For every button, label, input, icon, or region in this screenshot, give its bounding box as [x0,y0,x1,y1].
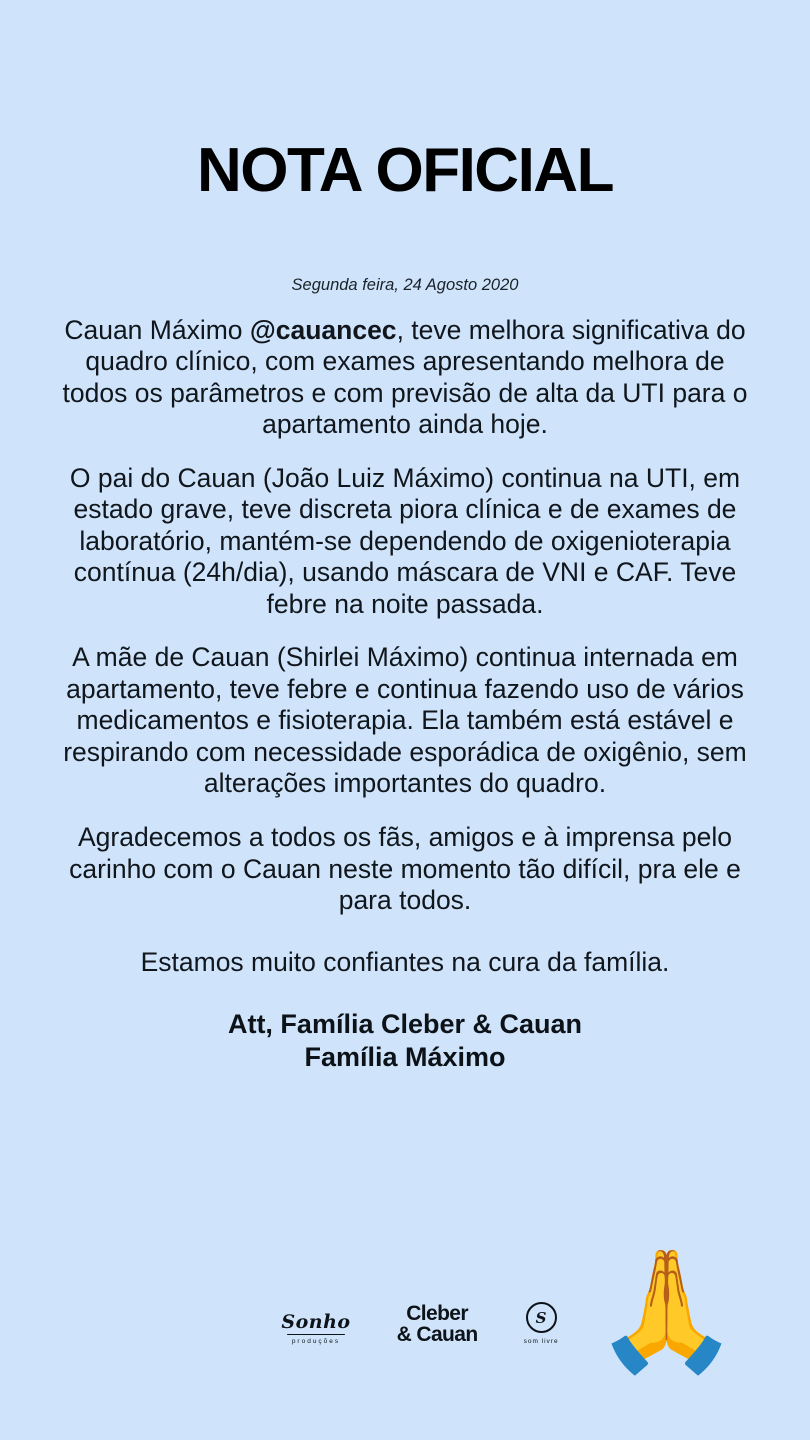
instagram-handle: @cauancec [249,314,397,345]
logo-som-livre-mark: S [526,1302,557,1333]
paragraph-cauan-rest: , teve melhora significativa do quadro clínico, com exames apresentando melhora de todos os parâmetros e com previsão de alta da UTI para o apartamento ainda hoje. [62,314,748,440]
page-title: NOTA OFICIAL [197,136,613,205]
logo-som-livre [524,1302,559,1345]
signature-line-1: Att, Família Cleber & Cauan [227,1009,583,1040]
logo-cleber-line-1: Cleber [406,1302,468,1326]
publication-date: Segunda feira, 24 Agosto 2020 [291,275,519,294]
logo-sonho-wordmark: Sonho [281,1311,351,1333]
paragraph-cauan-lead: Cauan Máximo [64,314,250,345]
logo-cleber-line-2: & Cauan [396,1323,478,1347]
document-body [60,315,750,1074]
signature-line-2: Família Máximo [304,1042,506,1073]
logo-cleber-cauan [397,1304,478,1345]
paragraph-pai: O pai do Cauan (João Luiz Máximo) continua na UTI, em estado grave, teve discreta piora clínica e de exames de laboratório, mantém-se dependendo de oxigenioterapia contínua (24h/dia), usando máscara de VNI e CAF. Teve febre na noite passada. [69,462,741,619]
praying-hands-icon: 🙏 [593,1245,740,1377]
paragraph-confianca: Estamos muito confiantes na cura da família. [140,946,670,977]
paragraph-mae: A mãe de Cauan (Shirlei Máximo) continua internada em apartamento, teve febre e continua fazendo uso de vários medicamentos e fisioterapia. Ela também está estável e respirando com necessidade esporádica de oxigênio, sem alterações importantes do quadro. [63,642,747,799]
logo-sonho-subtitle: produções [291,1338,341,1345]
logo-som-livre-subtitle: som livre [523,1338,559,1345]
signature-block [60,1008,750,1074]
paragraph-agradecimento: Agradecemos a todos os fãs, amigos e à imprensa pelo carinho com o Cauan neste momento tão difícil, pra ele e para todos. [69,821,741,916]
paragraph-cauan [60,315,750,441]
logo-sonho [281,1311,350,1345]
